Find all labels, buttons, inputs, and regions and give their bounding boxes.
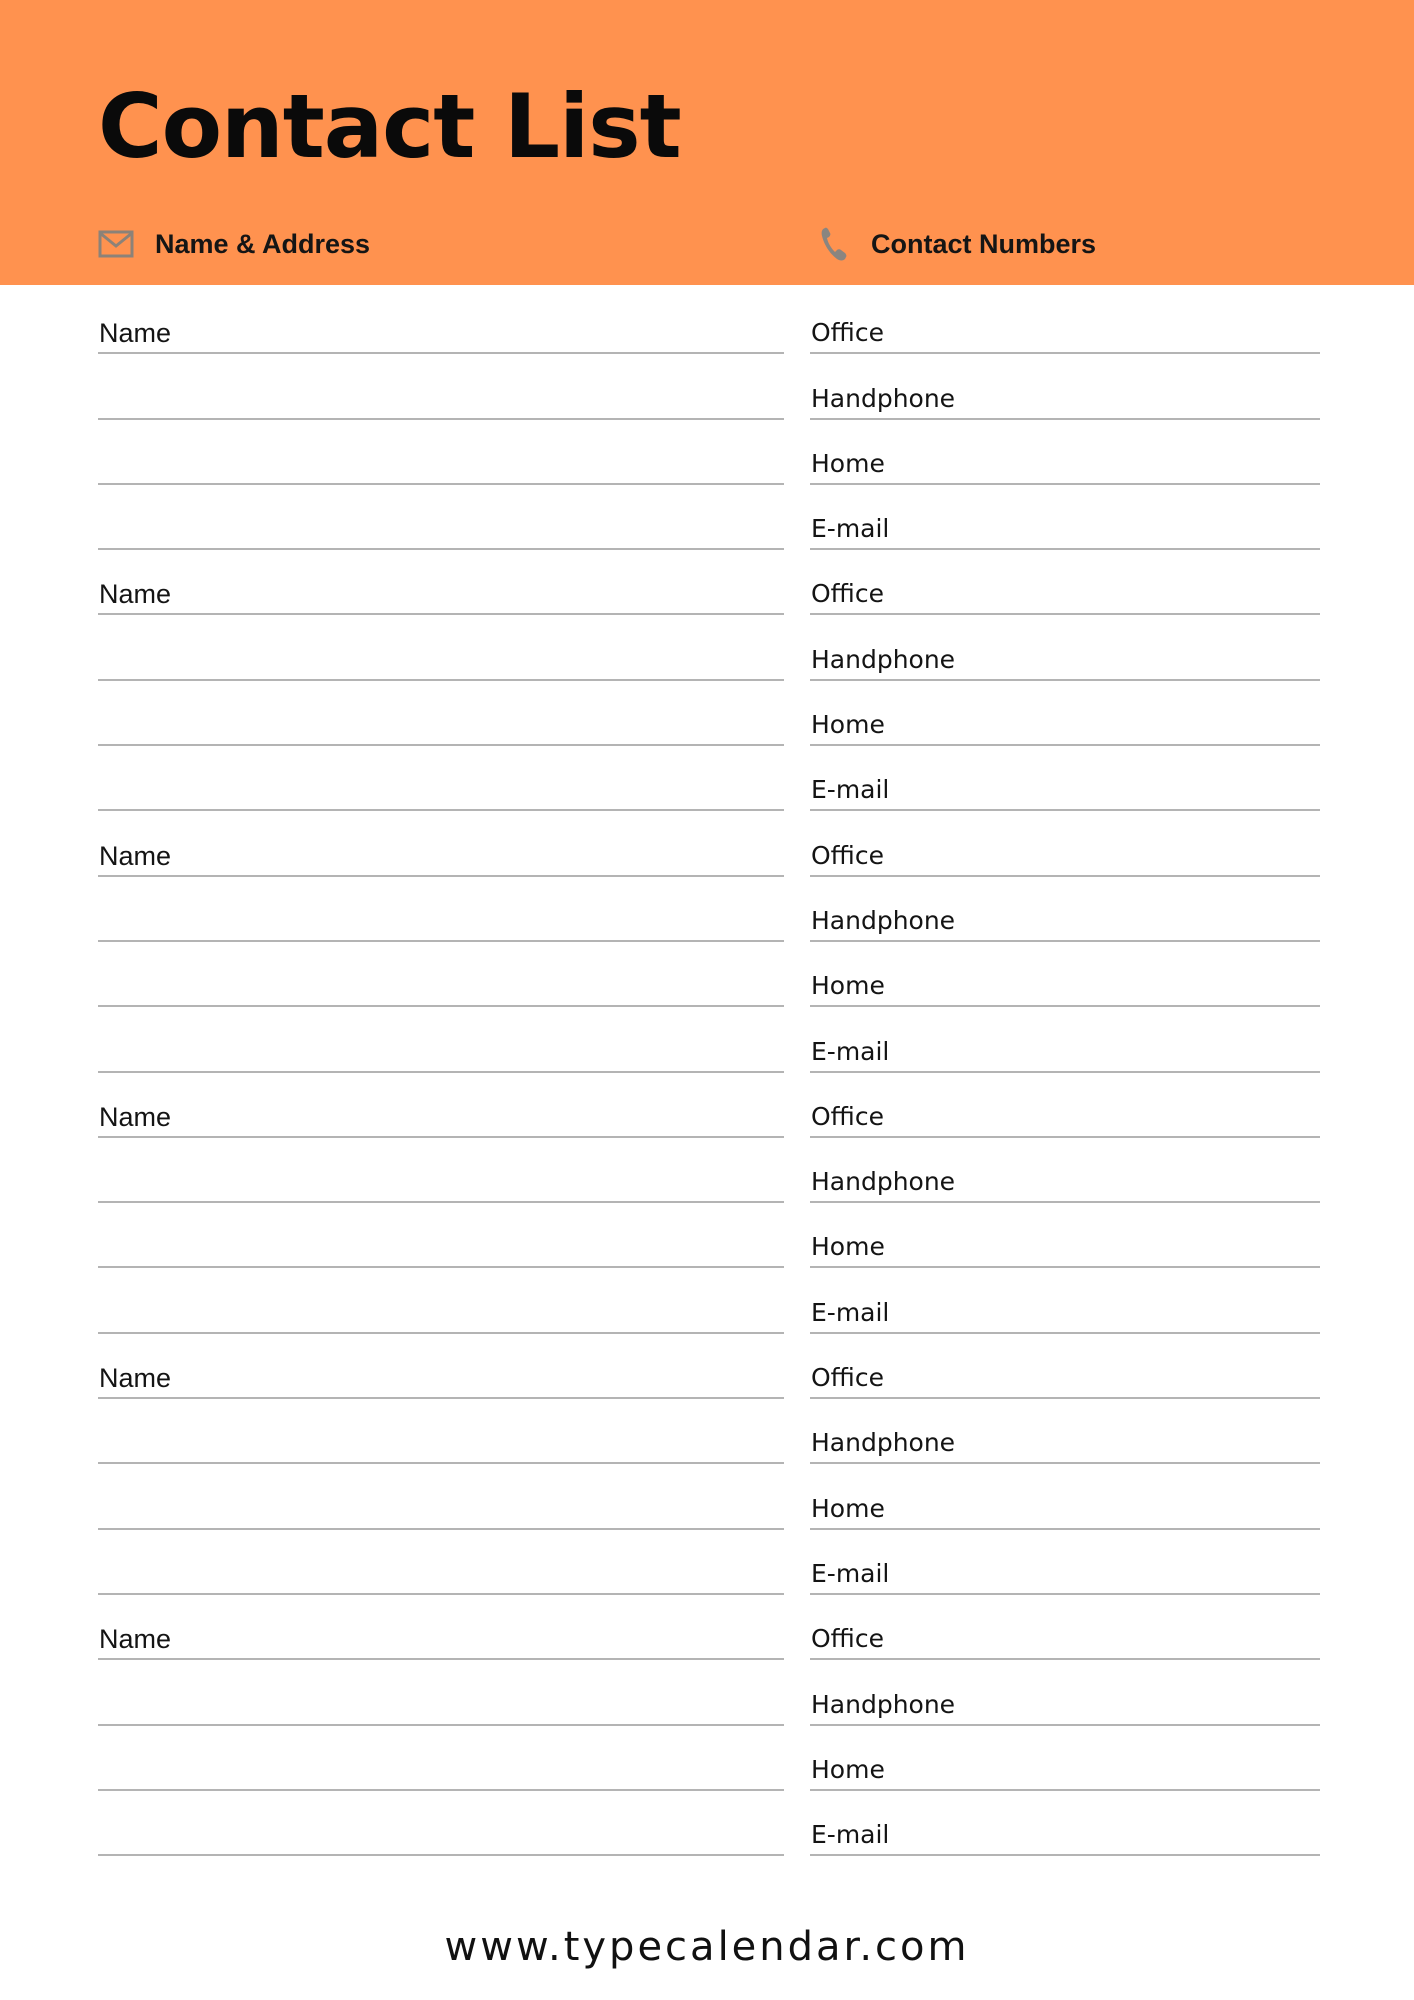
home-label: Home [811,971,885,1001]
name-line[interactable] [98,1595,784,1660]
name-label: Name [99,1624,172,1655]
handphone-line[interactable] [810,1138,1320,1203]
address-line[interactable] [98,485,784,550]
handphone-line[interactable] [810,1399,1320,1464]
home-label: Home [811,1493,885,1523]
home-line[interactable] [810,1203,1320,1268]
address-line[interactable] [98,420,784,485]
office-label: Office [811,840,884,870]
address-line[interactable] [98,681,784,746]
address-line[interactable] [98,354,784,419]
name-label: Name [99,1363,172,1394]
office-label: Office [811,579,884,609]
email-label: E-mail [811,1820,890,1850]
home-label: Home [811,1232,885,1262]
office-label: Office [811,1101,884,1131]
address-line[interactable] [98,1203,784,1268]
home-label: Home [811,1754,885,1784]
envelope-icon [98,226,134,262]
office-label: Office [811,1363,884,1393]
email-label: E-mail [811,1297,890,1327]
address-line[interactable] [98,1268,784,1333]
home-line[interactable] [810,942,1320,1007]
home-line[interactable] [810,420,1320,485]
email-line[interactable] [810,746,1320,811]
office-line[interactable] [810,811,1320,876]
email-line[interactable] [810,1007,1320,1072]
email-label: E-mail [811,1036,890,1066]
email-label: E-mail [811,514,890,544]
phone-icon [816,226,852,262]
email-line[interactable] [810,485,1320,550]
home-line[interactable] [810,681,1320,746]
address-line[interactable] [98,1007,784,1072]
address-line[interactable] [98,877,784,942]
handphone-line[interactable] [810,1660,1320,1725]
address-line[interactable] [98,942,784,1007]
office-line[interactable] [810,289,1320,354]
office-line[interactable] [810,1334,1320,1399]
email-label: E-mail [811,1558,890,1588]
name-address-column [98,289,784,1856]
address-line[interactable] [98,1726,784,1791]
name-line[interactable] [98,811,784,876]
page-title: Contact List [98,75,681,178]
email-label: E-mail [811,775,890,805]
email-line[interactable] [810,1791,1320,1856]
handphone-label: Handphone [811,1167,956,1197]
office-label: Office [811,318,884,348]
footer-url: www.typecalendar.com [444,1924,970,1970]
email-line[interactable] [810,1530,1320,1595]
name-line[interactable] [98,1073,784,1138]
address-line[interactable] [98,1138,784,1203]
home-line[interactable] [810,1726,1320,1791]
column-heading-label: Contact Numbers [871,228,1097,259]
column-heading-label: Name & Address [155,228,371,259]
home-line[interactable] [810,1464,1320,1529]
handphone-line[interactable] [810,615,1320,680]
name-line[interactable] [98,550,784,615]
handphone-label: Handphone [811,1689,956,1719]
address-line[interactable] [98,1791,784,1856]
email-line[interactable] [810,1268,1320,1333]
address-line[interactable] [98,746,784,811]
name-line[interactable] [98,289,784,354]
contact-numbers-column [810,289,1320,1856]
address-line[interactable] [98,615,784,680]
office-line[interactable] [810,1073,1320,1138]
name-line[interactable] [98,1334,784,1399]
name-label: Name [99,1101,172,1132]
handphone-label: Handphone [811,644,956,674]
office-label: Office [811,1624,884,1654]
column-heading-contact-numbers [816,224,1096,264]
name-label: Name [99,840,172,871]
address-line[interactable] [98,1399,784,1464]
home-label: Home [811,710,885,740]
handphone-line[interactable] [810,877,1320,942]
name-label: Name [99,579,172,610]
address-line[interactable] [98,1660,784,1725]
address-line[interactable] [98,1530,784,1595]
column-heading-name-address [98,224,370,264]
handphone-label: Handphone [811,905,956,935]
office-line[interactable] [810,1595,1320,1660]
name-label: Name [99,318,172,349]
handphone-line[interactable] [810,354,1320,419]
handphone-label: Handphone [811,1428,956,1458]
handphone-label: Handphone [811,383,956,413]
address-line[interactable] [98,1464,784,1529]
home-label: Home [811,448,885,478]
header-banner [0,0,1414,285]
office-line[interactable] [810,550,1320,615]
